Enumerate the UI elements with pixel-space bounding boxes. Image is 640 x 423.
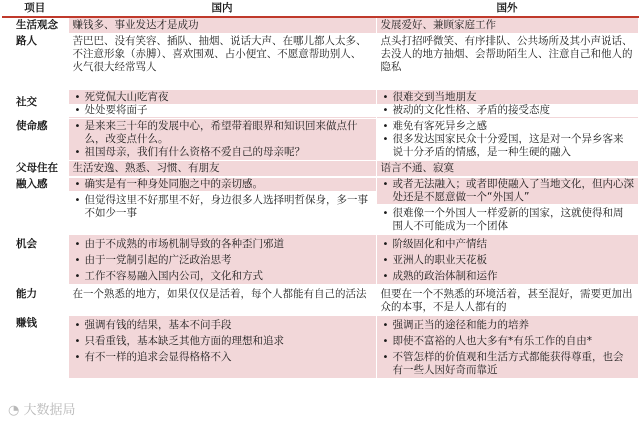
- row-label: 父母住在: [2, 161, 68, 177]
- bullet-icon: •: [382, 105, 389, 116]
- bullet-icon: •: [74, 121, 81, 132]
- table-row: [2, 285, 638, 316]
- bullet-icon: •: [74, 195, 81, 206]
- list-item: • 很难像一个外国人一样爱新的国家，这就使得和周围人不可能成为一个团体: [382, 207, 624, 232]
- list-item: • 阶级固化和中产情结: [382, 238, 487, 250]
- bullet-icon: •: [74, 179, 81, 190]
- row-label: 路人: [2, 34, 68, 90]
- table-row: [2, 34, 638, 90]
- list-item: • 有不一样的追求会显得格格不入: [74, 351, 232, 363]
- list-item: • 确实是有一种身处同胞之中的亲切感。: [69, 178, 376, 191]
- row-label: 社交: [2, 90, 68, 119]
- header-abroad: 国外: [376, 0, 638, 17]
- cell-abroad: [376, 119, 638, 161]
- bullet-icon: •: [382, 208, 389, 219]
- table-header-row: [2, 0, 638, 17]
- list-item: • 很难交到当地朋友: [382, 91, 477, 103]
- bullet-icon: •: [74, 352, 81, 363]
- bullet-icon: •: [382, 255, 389, 266]
- cell-domestic: [68, 90, 376, 119]
- bullet-icon: •: [382, 121, 389, 132]
- list-item: • 很多发达国家民众十分爱国，这是对一个异乡客来说十分矛盾的情感，是一种生硬的融入: [382, 133, 624, 158]
- bullet-icon: •: [74, 336, 81, 347]
- list-item: • 难免有客死异乡之感: [382, 120, 487, 132]
- list-item: • 由于一党制引起的广泛政治思考: [74, 254, 232, 266]
- cell-abroad: [376, 235, 638, 285]
- list-item: • 由于不成熟的市场机制导致的各种歪门邪道: [74, 238, 284, 250]
- cell-abroad: 发展爱好、兼顾家庭工作: [376, 17, 638, 34]
- list-item: • 工作不容易融入国内公司，文化和方式: [74, 270, 263, 282]
- row-label: 赚钱: [2, 316, 68, 379]
- comparison-table: [2, 0, 639, 379]
- table-row: [2, 161, 638, 177]
- cell-domestic: [68, 177, 376, 235]
- bullet-icon: •: [74, 255, 81, 266]
- cell-domestic: [68, 316, 376, 379]
- bullet-icon: •: [382, 92, 389, 103]
- list-item: • 是来来三十年的发展中心，希望带着眼界和知识回来做点什么，改变点什么。: [74, 120, 358, 145]
- list-item: • 只看重钱，基本缺乏其他方面的理想和追求: [74, 335, 284, 347]
- bullet-icon: •: [382, 352, 389, 363]
- bullet-icon: •: [382, 179, 389, 190]
- bullet-icon: •: [382, 271, 389, 282]
- bullet-icon: •: [74, 147, 81, 158]
- watermark-text: 大数据局: [23, 403, 76, 418]
- list-item: • 亚洲人的职业天花板: [382, 254, 487, 266]
- bullet-icon: •: [74, 271, 81, 282]
- row-label: 能力: [2, 285, 68, 316]
- header-item: 项目: [2, 0, 68, 17]
- list-item: • 处处要将面子: [69, 104, 376, 117]
- list-item: • 成熟的政治体制和运作: [382, 270, 498, 282]
- bullet-icon: •: [74, 92, 81, 103]
- cell-domestic: 生活安逸、熟悉、习惯、有朋友: [68, 161, 376, 177]
- bullet-icon: •: [382, 336, 389, 347]
- row-label: 使命感: [2, 119, 68, 161]
- cell-domestic: [68, 119, 376, 161]
- cell-abroad: 但要在一个不熟悉的环境活着，甚至混好，需要更加出众的本事，不是人人都有的: [376, 285, 638, 316]
- cell-abroad: [376, 90, 638, 119]
- table-row: [2, 90, 638, 119]
- bullet-icon: •: [382, 320, 389, 331]
- list-item: • 强调有钱的结果，基本不问手段: [74, 319, 232, 331]
- cell-abroad: [376, 177, 638, 235]
- table-row: [2, 119, 638, 161]
- header-domestic: 国内: [68, 0, 376, 17]
- cell-abroad: [376, 316, 638, 379]
- row-label: 融入感: [2, 177, 68, 235]
- bullet-icon: •: [74, 239, 81, 250]
- cell-domestic: 苦巴巴、没有笑容、插队、抽烟、说话大声、在哪儿都人太多、不注意形象（赤膊）、喜欢围观、占小便宜、不愿意帮助别人、火气很大经常骂人: [68, 34, 376, 90]
- cell-abroad: 语言不通、寂寞: [376, 161, 638, 177]
- cell-domestic: 赚钱多、事业发达才是成功: [68, 17, 376, 34]
- list-item: • 即使不富裕的人也大多有*有乐工作的自由*: [382, 335, 592, 347]
- list-item: • 但觉得这里不好那里不好，身边很多人选择明哲保身，多一事不如少一事: [74, 194, 368, 219]
- bullet-icon: •: [382, 134, 389, 145]
- row-label: 生活观念: [2, 17, 68, 34]
- bullet-icon: •: [74, 105, 81, 116]
- list-item: • 或者无法融入；或者即使融入了当地文化，但内心深处还是不愿意做一个“外国人”: [377, 178, 638, 204]
- table-row: [2, 235, 638, 285]
- cell-domestic: 在一个熟悉的地方，如果仅仅是活着，每个人都能有自己的活法: [68, 285, 376, 316]
- table-row: [2, 316, 638, 379]
- list-item: • 不管怎样的价值观和生活方式都能获得尊重，也会有一些人因好奇而靠近: [382, 351, 624, 376]
- watermark: [8, 404, 76, 417]
- table-row: [2, 177, 638, 235]
- cell-abroad: 点头打招呼微笑、有序排队、公共场所及其小声说话、去没人的地方抽烟、会帮助陌生人、注意自己和他人的隐私: [376, 34, 638, 90]
- bullet-icon: •: [382, 239, 389, 250]
- list-item: • 强调正当的途径和能力的培养: [382, 319, 529, 331]
- list-item: • 被动的文化性格、矛盾的接受态度: [377, 104, 638, 117]
- table-row: [2, 17, 638, 34]
- weibo-logo-icon: ◔: [8, 403, 20, 418]
- list-item: • 死党侃大山吃宵夜: [74, 91, 169, 103]
- row-label: 机会: [2, 235, 68, 285]
- bullet-icon: •: [74, 320, 81, 331]
- cell-domestic: [68, 235, 376, 285]
- list-item: • 祖国母亲，我们有什么资格不爱自己的母亲呢？: [74, 146, 305, 158]
